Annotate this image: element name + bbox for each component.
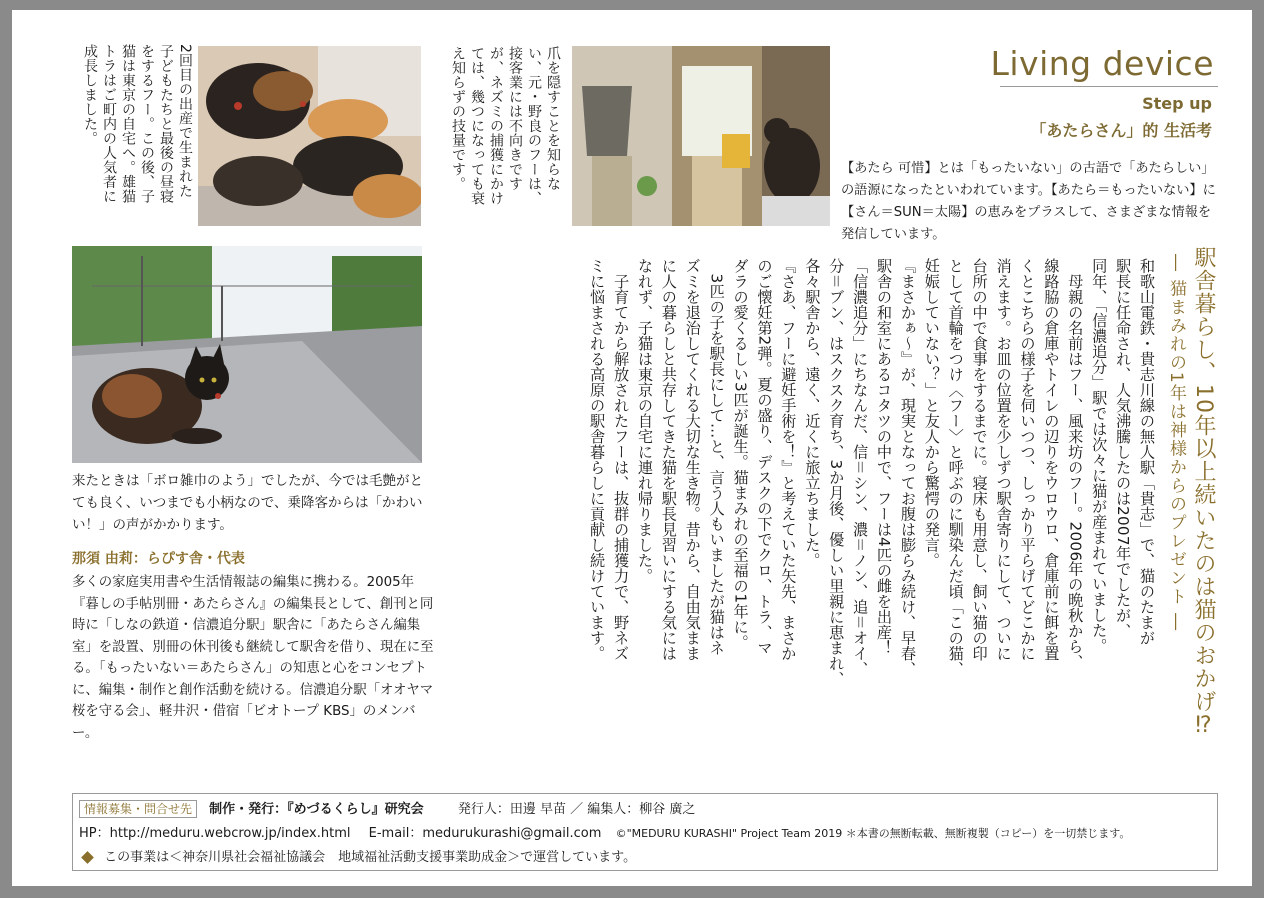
article-body: 和歌山電鉄・貴志川線の無人駅「貴志」で、猫のたまが 駅長に任命され、人気沸騰したのは2007年でしたが、 同年、「信濃追分」駅では次々に猫が産まれていました。 母親の名前はフー、風来坊のフー。2006年の晩秋から、 線路脇の倉庫やトイレの辺りをウロウロ、倉庫前に餌を置 くとこちらの様子を伺いつつ、しっかり平らげてどこかに 消えます。お皿の位置を少しずつ駅舎寄りにして、ついに 台所の中で食事をするまでに。寝床も用意し、飼い猫の印 として首輪をつけ〈フー〉と呼ぶのに馴染んだ頃「この猫、 妊娠していない？」と友人から驚愕の発言。 『まさかぁ〜』が、現実となってお腹は膨らみ続け、早春、 駅舎の和室にあるコタツの中で、フーは4匹の雌を出産！ 「信濃追分」にちなんだ、信＝シン、濃＝ノン、追＝オイ、 分＝ブン、はスクスク育ち、3か月後、優しい里親に恵まれ、 各々駅舎から、遠く、近くに旅立ちました。 『さあ、フーに避妊手術を！』と考えていた矢先、まさか のご懐妊第2弾。夏の盛り、デスクの下でクロ、トラ、マ ダラの愛くるしい3匹が誕生。猫まみれの至福の1年に。 3匹の子を駅長にして…と、言う人もいましたが猫はネ ズミを退治してくれる大切な生き物。昔から、自由気まま に人の暮らしと共存してきた猫を駅長見習いにする気には なれず、子猫は東京の自宅に連れ帰りました。 子育てから解放されたフーは、抜群の捕獲力で、野ネズ ミに悩まされる高原の駅舎暮らしに貢献し続けています。 xyxy=(588,258,1156,687)
series-title: 「あたらさん」的 生活考 xyxy=(1030,121,1212,140)
author-bio: 多くの家庭実用書や生活情報誌の編集に携わる。2005年『暮しの手帖別冊・あたらさん』の編集長として、創刊と同時に「しなの鉄道・信濃追分駅」駅舎に「あたらさん編集室」を設置、別冊の休刊後も継続して駅舎を借り、現在に至る。「もったいない＝あたらさん」の知恵と心をコンセプトに、編集・制作と創作活動を続ける。信濃追分駅「オオヤマ桜を守る会」、軽井沢・借宿「ビオトープ KBS」のメンバー。 xyxy=(72,575,434,741)
headline-subtitle: ― 猫まみれの1年は神様からのプレゼント ― xyxy=(1166,254,1186,632)
homepage-link[interactable]: HP：http://meduru.webcrow.jp/index.html xyxy=(79,826,351,841)
caption-top-middle: 爪を隠すことを知らな い、元・野良のフーは、 接客業には不向きです が、ネズミの捕獲にかけ ては、幾つになっても衰 え知らずの技量です。 xyxy=(450,46,561,206)
photo-cats-napping xyxy=(198,46,421,226)
diamond-icon xyxy=(81,851,94,864)
producer: 制作・発行：『めづるくらし』研究会 xyxy=(209,802,424,817)
page xyxy=(12,10,1252,886)
intro-text: 【あたら 可惜】とは「もったいない」の古語で「あたらしい」の語源になったといわれています。【あたら＝もったいない】に【さん＝SUN＝太陽】の恵みをプラスして、さまざまな情報を発信しています。 xyxy=(841,161,1216,242)
step-label: Step up xyxy=(1142,94,1212,113)
copyright: ©"MEDURU KURASHI" Project Team 2019 ＊本書の無断転載、無断複製（コピー）を一切禁じます。 xyxy=(615,827,1131,840)
photo-station-interior xyxy=(572,46,830,226)
caption-top-left: 2回目の出産で生まれた 子どもたちと最後の昼寝 をするフー。この後、子 猫は東京の自宅へ。雄猫 トラはご町内の人気者に 成長しました。 xyxy=(82,44,193,204)
brand-title: Living device xyxy=(990,44,1214,83)
caption-bottom-left: 来たときは「ボロ雑巾のよう」でしたが、今では毛艶がとても良く、いつまでも小柄なので、乗降客からは「かわいい！」の声がかかります。 xyxy=(72,473,423,533)
info-badge: 情報募集・問合せ先 xyxy=(79,800,197,818)
headline-title: 駅舎暮らし、10年以上続いたのは猫のおかげ⁉ xyxy=(1191,246,1216,739)
email-link[interactable]: E-mail：medurukurashi@gmail.com xyxy=(368,826,602,841)
author-name: 那須 由莉：らぴす舎・代表 xyxy=(72,551,245,567)
brand-divider xyxy=(1000,86,1218,87)
publisher: 発行人：田邊 早苗 ／ 編集人：柳谷 廣之 xyxy=(457,802,696,817)
footer-box xyxy=(72,793,1218,871)
photo-cat-platform xyxy=(72,246,422,463)
grant-note: この事業は＜神奈川県社会福祉協議会 地域福祉活動支援事業助成金＞で運営しています。 xyxy=(104,850,637,865)
